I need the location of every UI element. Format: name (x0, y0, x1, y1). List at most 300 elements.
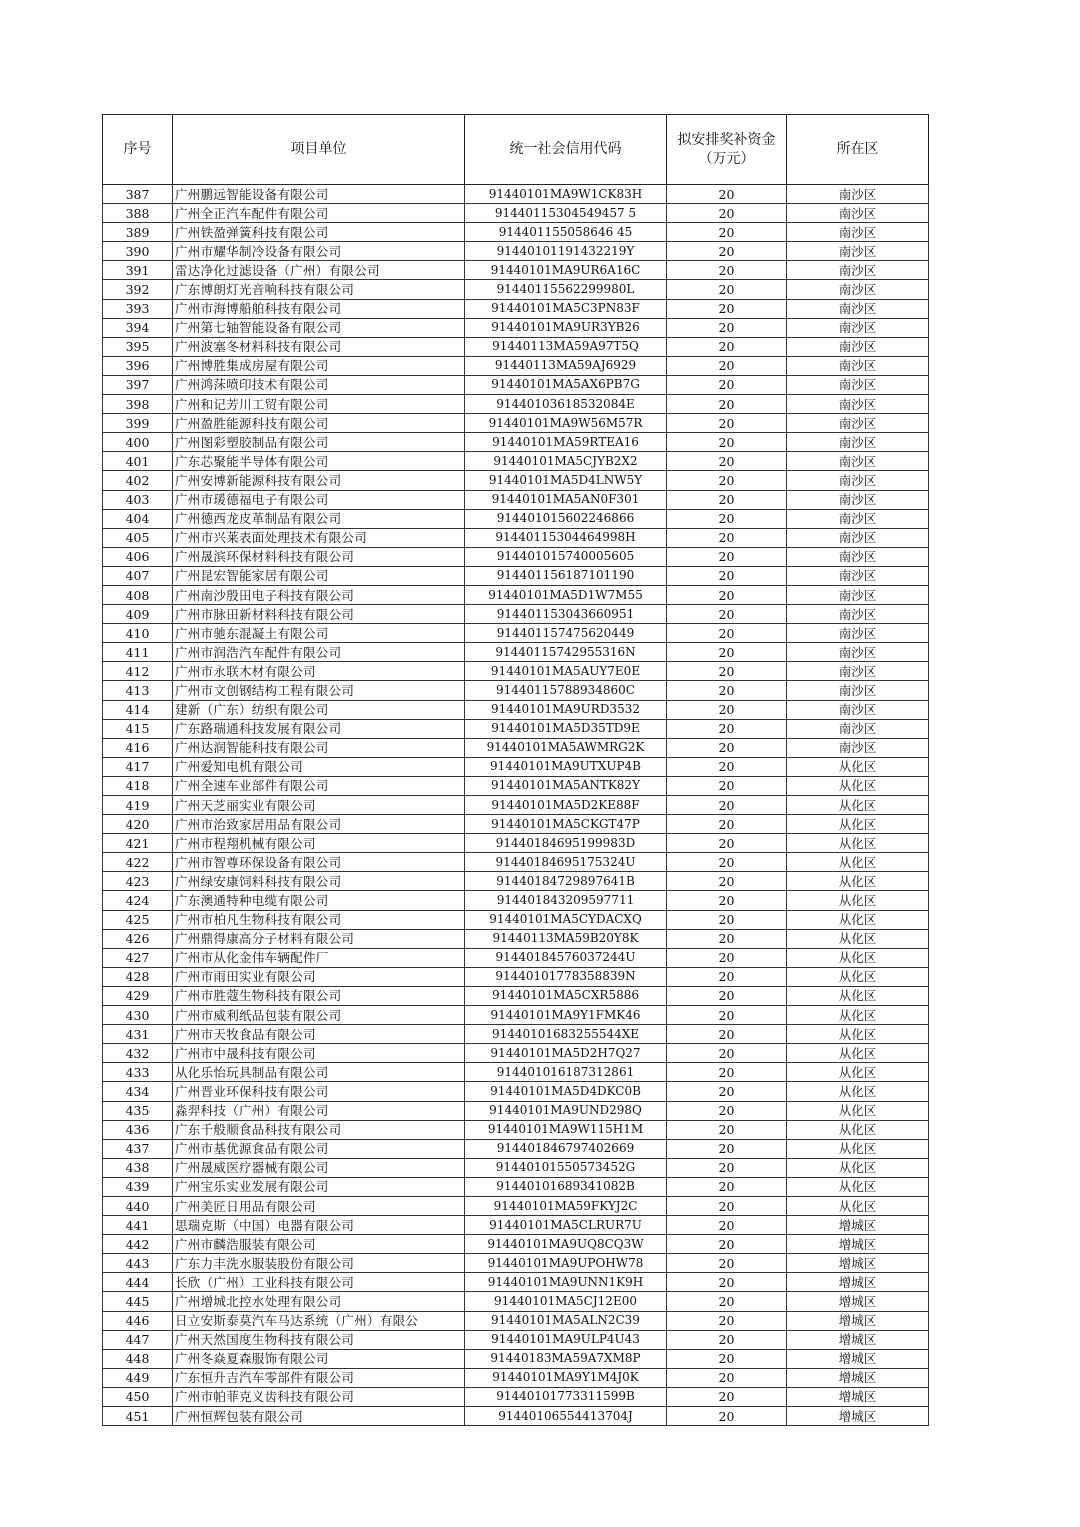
cell-code: 91440101MA5D4LNW5Y (465, 471, 667, 490)
cell-seq: 422 (103, 853, 173, 872)
table-row (103, 452, 929, 471)
table-row (103, 853, 929, 872)
cell-unit: 广州和记芳川工贸有限公司 (173, 395, 465, 414)
cell-district: 南沙区 (787, 452, 929, 471)
cell-unit: 广州市从化金伟车辆配件厂 (173, 948, 465, 967)
cell-seq: 450 (103, 1387, 173, 1406)
cell-amount: 20 (667, 204, 787, 223)
cell-district: 从化区 (787, 1044, 929, 1063)
cell-amount: 20 (667, 1044, 787, 1063)
cell-seq: 441 (103, 1216, 173, 1235)
cell-district: 从化区 (787, 853, 929, 872)
cell-amount: 20 (667, 299, 787, 318)
table-row (103, 433, 929, 452)
cell-unit: 广州市程翔机械有限公司 (173, 834, 465, 853)
cell-district: 南沙区 (787, 280, 929, 299)
cell-seq: 437 (103, 1139, 173, 1158)
cell-code: 91440115304464998H (465, 528, 667, 547)
cell-seq: 427 (103, 948, 173, 967)
cell-code: 91440106554413704J (465, 1407, 667, 1426)
cell-code: 91440101MA5ALN2C39 (465, 1311, 667, 1330)
cell-unit: 广州市中晟科技有限公司 (173, 1044, 465, 1063)
cell-amount: 20 (667, 261, 787, 280)
cell-district: 南沙区 (787, 471, 929, 490)
cell-amount: 20 (667, 566, 787, 585)
cell-amount: 20 (667, 1216, 787, 1235)
cell-district: 南沙区 (787, 605, 929, 624)
table-row (103, 1311, 929, 1330)
cell-amount: 20 (667, 1025, 787, 1044)
cell-code: 91440101MA9UQ8CQ3W (465, 1235, 667, 1254)
table-row (103, 547, 929, 566)
cell-amount: 20 (667, 223, 787, 242)
cell-amount: 20 (667, 1368, 787, 1387)
cell-amount: 20 (667, 757, 787, 776)
cell-district: 增城区 (787, 1273, 929, 1292)
cell-district: 从化区 (787, 776, 929, 795)
table-row (103, 1196, 929, 1215)
cell-amount: 20 (667, 414, 787, 433)
cell-amount: 20 (667, 776, 787, 795)
cell-district: 增城区 (787, 1330, 929, 1349)
cell-seq: 401 (103, 452, 173, 471)
cell-amount: 20 (667, 986, 787, 1005)
cell-code: 91440184695199983D (465, 834, 667, 853)
cell-code: 91440101MA9W1CK83H (465, 185, 667, 204)
cell-seq: 411 (103, 643, 173, 662)
cell-district: 南沙区 (787, 337, 929, 356)
cell-seq: 387 (103, 185, 173, 204)
cell-district: 南沙区 (787, 738, 929, 757)
cell-code: 91440103618532084E (465, 395, 667, 414)
cell-seq: 399 (103, 414, 173, 433)
table-row (103, 1025, 929, 1044)
cell-amount: 20 (667, 738, 787, 757)
table-row (103, 204, 929, 223)
cell-seq: 390 (103, 242, 173, 261)
cell-code: 91440101MA5AN0F301 (465, 490, 667, 509)
cell-code: 91440101MA5D2H7Q27 (465, 1044, 667, 1063)
cell-amount: 20 (667, 1101, 787, 1120)
cell-unit: 广州博胜集成房屋有限公司 (173, 356, 465, 375)
cell-district: 增城区 (787, 1292, 929, 1311)
cell-district: 南沙区 (787, 643, 929, 662)
table-row (103, 776, 929, 795)
cell-unit: 广州宝乐实业发展有限公司 (173, 1177, 465, 1196)
cell-amount: 20 (667, 1311, 787, 1330)
table-row (103, 414, 929, 433)
cell-unit: 广州增城北控水处理有限公司 (173, 1292, 465, 1311)
table-row (103, 1330, 929, 1349)
cell-amount: 20 (667, 1387, 787, 1406)
cell-code: 91440184576037244U (465, 948, 667, 967)
cell-unit: 广州鸿莯喷印技术有限公司 (173, 375, 465, 394)
cell-unit: 广州晟滨环保材料科技有限公司 (173, 547, 465, 566)
table-row (103, 700, 929, 719)
cell-unit: 广州市治致家居用品有限公司 (173, 815, 465, 834)
cell-amount: 20 (667, 1139, 787, 1158)
cell-amount: 20 (667, 1292, 787, 1311)
table-row (103, 318, 929, 337)
cell-unit: 广州鼎得康高分子材料有限公司 (173, 929, 465, 948)
cell-seq: 445 (103, 1292, 173, 1311)
cell-seq: 410 (103, 624, 173, 643)
cell-unit: 广东力丰洗水服装股份有限公司 (173, 1254, 465, 1273)
cell-code: 91440183MA59A7XM8P (465, 1349, 667, 1368)
header-seq: 序号 (103, 115, 173, 185)
cell-code: 914401153043660951 (465, 605, 667, 624)
cell-seq: 428 (103, 967, 173, 986)
table-row (103, 223, 929, 242)
cell-code: 914401155058646 45 (465, 223, 667, 242)
table-row (103, 471, 929, 490)
cell-district: 南沙区 (787, 223, 929, 242)
cell-unit: 淼羿科技（广州）有限公司 (173, 1101, 465, 1120)
cell-unit: 雷达净化过滤设备（广州）有限公司 (173, 261, 465, 280)
table-row (103, 242, 929, 261)
cell-unit: 广州鹏远智能设备有限公司 (173, 185, 465, 204)
cell-code: 91440184729897641B (465, 872, 667, 891)
cell-unit: 广东恒升吉汽车零部件有限公司 (173, 1368, 465, 1387)
cell-district: 南沙区 (787, 185, 929, 204)
cell-seq: 417 (103, 757, 173, 776)
cell-district: 南沙区 (787, 719, 929, 738)
cell-code: 91440113MA59AJ6929 (465, 356, 667, 375)
cell-code: 91440101MA5ANTK82Y (465, 776, 667, 795)
cell-seq: 442 (103, 1235, 173, 1254)
cell-amount: 20 (667, 375, 787, 394)
table-row (103, 1407, 929, 1426)
cell-seq: 413 (103, 681, 173, 700)
cell-unit: 广州市文创钢结构工程有限公司 (173, 681, 465, 700)
cell-unit: 广州达润智能科技有限公司 (173, 738, 465, 757)
cell-code: 914401156187101190 (465, 566, 667, 585)
table-row (103, 1235, 929, 1254)
table-row (103, 1368, 929, 1387)
cell-district: 从化区 (787, 1025, 929, 1044)
cell-amount: 20 (667, 929, 787, 948)
cell-district: 南沙区 (787, 624, 929, 643)
cell-code: 91440101MA5CLRUR7U (465, 1216, 667, 1235)
cell-seq: 418 (103, 776, 173, 795)
cell-unit: 广州安博新能源科技有限公司 (173, 471, 465, 490)
header-row (103, 115, 929, 185)
cell-code: 91440101MA9W115H1M (465, 1120, 667, 1139)
cell-unit: 广东芯聚能半导体有限公司 (173, 452, 465, 471)
table-row (103, 1254, 929, 1273)
cell-amount: 20 (667, 1120, 787, 1139)
cell-seq: 403 (103, 490, 173, 509)
cell-code: 91440115304549457 5 (465, 204, 667, 223)
cell-district: 增城区 (787, 1254, 929, 1273)
cell-unit: 广州昆宏智能家居有限公司 (173, 566, 465, 585)
cell-amount: 20 (667, 1063, 787, 1082)
cell-district: 从化区 (787, 796, 929, 815)
cell-district: 增城区 (787, 1311, 929, 1330)
cell-code: 914401016187312861 (465, 1063, 667, 1082)
cell-seq: 424 (103, 891, 173, 910)
table-row (103, 738, 929, 757)
cell-unit: 广州市雨田实业有限公司 (173, 967, 465, 986)
subsidy-table (102, 114, 929, 1426)
cell-code: 91440101683255544XE (465, 1025, 667, 1044)
cell-code: 91440101MA5D1W7M55 (465, 585, 667, 604)
cell-unit: 广州盈胜能源科技有限公司 (173, 414, 465, 433)
table-row (103, 1273, 929, 1292)
cell-amount: 20 (667, 624, 787, 643)
table-row (103, 490, 929, 509)
cell-unit: 广州市瑗德福电子有限公司 (173, 490, 465, 509)
cell-unit: 广东路瑞通科技发展有限公司 (173, 719, 465, 738)
cell-amount: 20 (667, 1349, 787, 1368)
table-row (103, 1120, 929, 1139)
cell-amount: 20 (667, 585, 787, 604)
cell-unit: 广州市威利纸品包装有限公司 (173, 1006, 465, 1025)
cell-seq: 439 (103, 1177, 173, 1196)
cell-amount: 20 (667, 1177, 787, 1196)
cell-amount: 20 (667, 547, 787, 566)
cell-code: 91440101MA5D4DKC0B (465, 1082, 667, 1101)
cell-amount: 20 (667, 1158, 787, 1177)
header-code: 统一社会信用代码 (465, 115, 667, 185)
cell-seq: 415 (103, 719, 173, 738)
cell-code: 91440101MA5C3PN83F (465, 299, 667, 318)
cell-district: 南沙区 (787, 433, 929, 452)
cell-district: 从化区 (787, 1158, 929, 1177)
cell-unit: 广州市脉田新材料科技有限公司 (173, 605, 465, 624)
table-row (103, 1044, 929, 1063)
table-row (103, 1349, 929, 1368)
cell-amount: 20 (667, 433, 787, 452)
table-row (103, 929, 929, 948)
cell-seq: 389 (103, 223, 173, 242)
cell-seq: 393 (103, 299, 173, 318)
cell-district: 南沙区 (787, 261, 929, 280)
cell-unit: 广州市柏凡生物科技有限公司 (173, 910, 465, 929)
table-row (103, 872, 929, 891)
cell-district: 增城区 (787, 1349, 929, 1368)
cell-amount: 20 (667, 1006, 787, 1025)
cell-seq: 434 (103, 1082, 173, 1101)
table-row (103, 948, 929, 967)
cell-district: 南沙区 (787, 318, 929, 337)
cell-unit: 广州绿安康饲料科技有限公司 (173, 872, 465, 891)
cell-seq: 409 (103, 605, 173, 624)
cell-code: 914401015740005605 (465, 547, 667, 566)
cell-district: 从化区 (787, 1196, 929, 1215)
cell-district: 增城区 (787, 1216, 929, 1235)
cell-amount: 20 (667, 815, 787, 834)
table-row (103, 185, 929, 204)
cell-district: 南沙区 (787, 395, 929, 414)
cell-seq: 451 (103, 1407, 173, 1426)
table-row (103, 280, 929, 299)
cell-seq: 405 (103, 528, 173, 547)
cell-seq: 431 (103, 1025, 173, 1044)
cell-seq: 443 (103, 1254, 173, 1273)
cell-code: 914401015602246866 (465, 509, 667, 528)
cell-seq: 433 (103, 1063, 173, 1082)
cell-district: 从化区 (787, 815, 929, 834)
header-unit: 项目单位 (173, 115, 465, 185)
cell-amount: 20 (667, 1273, 787, 1292)
cell-amount: 20 (667, 280, 787, 299)
cell-seq: 440 (103, 1196, 173, 1215)
cell-district: 从化区 (787, 891, 929, 910)
cell-seq: 400 (103, 433, 173, 452)
cell-unit: 广州市耀华制冷设备有限公司 (173, 242, 465, 261)
cell-unit: 广州全正汽车配件有限公司 (173, 204, 465, 223)
cell-district: 从化区 (787, 986, 929, 1005)
table-row (103, 566, 929, 585)
cell-district: 从化区 (787, 872, 929, 891)
cell-code: 91440113MA59A97T5Q (465, 337, 667, 356)
cell-code: 91440101MA5CJYB2X2 (465, 452, 667, 471)
cell-unit: 广州市麟浩服装有限公司 (173, 1235, 465, 1254)
cell-unit: 广东博朗灯光音响科技有限公司 (173, 280, 465, 299)
cell-unit: 广州波塞冬材料科技有限公司 (173, 337, 465, 356)
table-row (103, 1101, 929, 1120)
table-row (103, 1177, 929, 1196)
cell-amount: 20 (667, 872, 787, 891)
cell-amount: 20 (667, 700, 787, 719)
cell-seq: 398 (103, 395, 173, 414)
cell-amount: 20 (667, 1235, 787, 1254)
cell-district: 南沙区 (787, 662, 929, 681)
table-row (103, 1292, 929, 1311)
cell-seq: 429 (103, 986, 173, 1005)
cell-seq: 395 (103, 337, 173, 356)
cell-district: 从化区 (787, 1082, 929, 1101)
table-row (103, 1158, 929, 1177)
cell-district: 南沙区 (787, 509, 929, 528)
cell-unit: 广州晋业环保科技有限公司 (173, 1082, 465, 1101)
cell-unit: 广州市永联木材有限公司 (173, 662, 465, 681)
cell-code: 91440101MA59FKYJ2C (465, 1196, 667, 1215)
cell-unit: 广州图彩塑胶制品有限公司 (173, 433, 465, 452)
cell-amount: 20 (667, 1407, 787, 1426)
cell-code: 91440101778358839N (465, 967, 667, 986)
cell-code: 91440115562299980L (465, 280, 667, 299)
cell-district: 增城区 (787, 1407, 929, 1426)
cell-code: 91440101MA9URD3532 (465, 700, 667, 719)
table-row (103, 375, 929, 394)
cell-amount: 20 (667, 1196, 787, 1215)
table-row (103, 681, 929, 700)
cell-amount: 20 (667, 1254, 787, 1273)
cell-amount: 20 (667, 1330, 787, 1349)
cell-unit: 思瑞克斯（中国）电器有限公司 (173, 1216, 465, 1235)
cell-code: 91440101689341082B (465, 1177, 667, 1196)
cell-seq: 448 (103, 1349, 173, 1368)
cell-amount: 20 (667, 452, 787, 471)
cell-district: 南沙区 (787, 566, 929, 585)
cell-code: 914401157475620449 (465, 624, 667, 643)
cell-code: 91440101MA5AWMRG2K (465, 738, 667, 757)
cell-code: 91440101MA9ULP4U43 (465, 1330, 667, 1349)
cell-code: 91440101MA9UR6A16C (465, 261, 667, 280)
cell-unit: 建新（广东）纺织有限公司 (173, 700, 465, 719)
cell-district: 南沙区 (787, 299, 929, 318)
cell-code: 91440115788934860C (465, 681, 667, 700)
cell-seq: 449 (103, 1368, 173, 1387)
cell-amount: 20 (667, 356, 787, 375)
cell-seq: 446 (103, 1311, 173, 1330)
cell-amount: 20 (667, 834, 787, 853)
cell-district: 从化区 (787, 834, 929, 853)
cell-amount: 20 (667, 471, 787, 490)
cell-seq: 412 (103, 662, 173, 681)
cell-unit: 广州恒辉包装有限公司 (173, 1407, 465, 1426)
table-row (103, 1139, 929, 1158)
table-row (103, 643, 929, 662)
cell-amount: 20 (667, 318, 787, 337)
cell-amount: 20 (667, 681, 787, 700)
cell-district: 从化区 (787, 910, 929, 929)
table-row (103, 967, 929, 986)
cell-seq: 421 (103, 834, 173, 853)
cell-code: 91440101MA9UR3YB26 (465, 318, 667, 337)
table-row (103, 1387, 929, 1406)
header-district: 所在区 (787, 115, 929, 185)
cell-unit: 广州市智尊环保设备有限公司 (173, 853, 465, 872)
table-row (103, 910, 929, 929)
cell-code: 91440101MA9Y1M4J0K (465, 1368, 667, 1387)
table-row (103, 891, 929, 910)
cell-unit: 广州市润浩汽车配件有限公司 (173, 643, 465, 662)
cell-code: 91440101191432219Y (465, 242, 667, 261)
cell-unit: 广州市帕菲克义齿科技有限公司 (173, 1387, 465, 1406)
cell-code: 91440101MA9UTXUP4B (465, 757, 667, 776)
cell-seq: 432 (103, 1044, 173, 1063)
cell-code: 91440101MA9Y1FMK46 (465, 1006, 667, 1025)
cell-district: 从化区 (787, 967, 929, 986)
table-row (103, 815, 929, 834)
cell-district: 增城区 (787, 1387, 929, 1406)
cell-district: 从化区 (787, 1101, 929, 1120)
cell-seq: 430 (103, 1006, 173, 1025)
cell-unit: 长欣（广州）工业科技有限公司 (173, 1273, 465, 1292)
cell-district: 南沙区 (787, 700, 929, 719)
table-row (103, 356, 929, 375)
cell-amount: 20 (667, 1082, 787, 1101)
cell-unit: 广州市基优源食品有限公司 (173, 1139, 465, 1158)
table-row (103, 719, 929, 738)
cell-district: 南沙区 (787, 490, 929, 509)
table-row (103, 796, 929, 815)
cell-unit: 广州美匠日用品有限公司 (173, 1196, 465, 1215)
table-row (103, 395, 929, 414)
cell-unit: 广东澳通特种电缆有限公司 (173, 891, 465, 910)
cell-amount: 20 (667, 967, 787, 986)
cell-seq: 407 (103, 566, 173, 585)
table-row (103, 585, 929, 604)
cell-unit: 广州冬焱夏森服饰有限公司 (173, 1349, 465, 1368)
cell-seq: 419 (103, 796, 173, 815)
cell-district: 增城区 (787, 1235, 929, 1254)
cell-code: 91440101773311599B (465, 1387, 667, 1406)
cell-amount: 20 (667, 662, 787, 681)
cell-code: 91440101MA5D35TD9E (465, 719, 667, 738)
cell-district: 从化区 (787, 1063, 929, 1082)
table-row (103, 528, 929, 547)
cell-district: 从化区 (787, 1006, 929, 1025)
cell-code: 91440101MA9UPOHW78 (465, 1254, 667, 1273)
table-row (103, 834, 929, 853)
cell-seq: 392 (103, 280, 173, 299)
cell-district: 从化区 (787, 1177, 929, 1196)
cell-district: 增城区 (787, 1368, 929, 1387)
